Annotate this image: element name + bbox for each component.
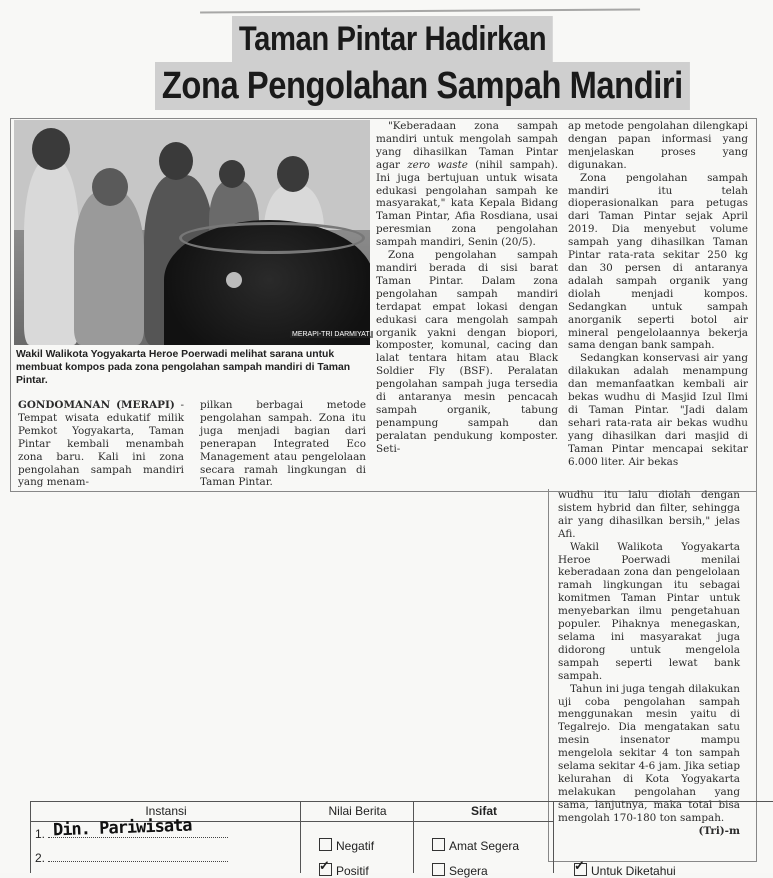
composter-drum-hole [226,272,242,288]
article-column-3 [376,120,558,456]
article-paragraph: wudhu itu lalu diolah dengan sistem hybrid dan filter, sehingga air yang dihasilkan bersih," jelas Afi. [558,489,740,540]
sifat-cell [413,801,554,878]
dateline: GONDOMANAN (MERAPI) [18,399,175,411]
option-negatif[interactable]: Negatif [319,838,374,853]
checkbox-amat-segera[interactable] [432,838,445,851]
handwritten-instansi: Din. Pariwisata [52,815,192,841]
photo-person-head [92,168,128,206]
clipping-form [30,801,773,878]
checkbox-positif[interactable] [319,863,332,876]
article-paragraph: GONDOMANAN (MERAPI) - Tempat wisata edukatif milik Pemkot Yogyakarta, Taman Pintar kembali menambah zona baru. Kali ini zona pengolahan sampah mandiri yang menam- [18,399,184,489]
article-paragraph: Zona pengolahan sampah mandiri itu telah dioperasionalkan para petugas dari Taman Pintar sejak April 2019. Dia menyebut volume sampah yang dihasilkan Taman Pintar rata-rata sekitar 250 kg dan 30 persen di antaranya adalah sampah organik yang diolah menjadi kompos. Sedangkan untuk sampah anorganik seperti botol air mineral pengelolaannya bekerja sama dengan bank sampah. [568,171,748,352]
instansi-cell [30,801,301,873]
instansi-header: Instansi [31,801,301,822]
article-paragraph: "Keberadaan zona sampah mandiri untuk mengolah sampah yang dihasilkan Taman Pintar agar zero waste (nihil sampah). Ini juga bertujuan untuk wisata edukasi pengolahan sampah ke masyarakat," kata Kepala Bidang Taman Pintar, Afia Rosdiana, usai peresmian zona pengolahan sampah mandiri, Senin (20/5). [376,120,558,249]
photo-person-head [277,156,309,192]
article-column-5 [558,489,740,837]
top-pen-marks [200,0,640,14]
option-amat-segera[interactable]: Amat Segera [432,838,519,853]
instansi-line-2[interactable] [48,851,228,862]
article-column-4 [568,120,748,468]
photo-person-head [32,128,70,170]
option-positif[interactable]: ✓Positif [319,863,369,878]
author-signoff: (Tri)-m [698,824,740,837]
article-paragraph: ap metode pengolahan dilengkapi dengan papan informasi yang menjelaskan proses yang digunakan. [568,120,748,171]
photo-person-head [159,142,193,180]
checkbox-negatif[interactable] [319,838,332,851]
nilai-berita-header: Nilai Berita [301,801,414,822]
photo-person [74,190,144,345]
article-paragraph: Zona pengolahan sampah mandiri berada di sisi barat Taman Pintar. Dalam zona pengolahan sampah mandiri terdapat empat lokasi dengan edukasi cara mengolah sampah organik yakni dengan biopori, komposter, komunal, cacing dan lalat tentara hitam atau Black Soldier Fly (BSF). Peralatan pengolahan sampah juga tersedia di antaranya mesin pencacah sampah organik, tabung penampung sampah dan peralatan pendukung komposter. Seti- [376,249,558,455]
instansi-row-1: 1. [35,827,228,841]
option-segera[interactable]: Segera [432,863,488,878]
article-paragraph: Wakil Walikota Yogyakarta Heroe Poerwadi menilai keberadaan zona dan pengelolaan ramah lingkungan itu sebagai komitmen Taman Pintar untuk menyebarkan ilmu pengetahuan populer. Pihaknya menegaskan, selama ini masyarakat juga didorong untuk mengelola sampah seperti lewat bank sampah. [558,540,740,682]
nilai-berita-cell [300,801,414,878]
checkbox-untuk-diketahui[interactable] [574,863,587,876]
article-column-2 [200,399,366,489]
photo-credit: MERAPI-TRI DARMIYATI [292,331,372,338]
photo-caption: Wakil Walikota Yogyakarta Heroe Poerwadi melihat sarana untuk membuat kompos pada zona pengolahan sampah mandiri di Taman Pintar. [16,349,351,386]
photo-person-head [219,160,245,188]
disposisi-cell [553,801,773,878]
headline-line-1: Taman Pintar Hadirkan [232,16,553,62]
composter-drum-rim [179,222,365,254]
photo-person [24,160,79,345]
article-paragraph: Tahun ini juga tengah dilakukan uji coba pengolahan sampah menggunakan mesin yaitu di Tegalrejo. Dia mengatakan satu mesin insenator mampu mengelola sekitar 4 ton sampah selama sekitar 4-6 jam. Jika setiap kelurahan di Kota Yogyakarta melakukan pengolahan yang sama, lanjutnya, maka total bisa mengolah 170-180 ton sampah. (Tri)-m [558,682,740,837]
headline-line-2: Zona Pengolahan Sampah Mandiri [155,62,690,110]
article-paragraph: Sedangkan konservasi air yang dilakukan adalah menampung dan memanfaatkan kembali air bekas wudhu di Masjid Izul Ilmi di Taman Pintar. "Jadi dalam sehari rata-rata air bekas wudhu yang dihasilkan dari masjid di Taman Pintar mencapai sekitar 6.000 liter. Air bekas [568,352,748,468]
option-untuk-diketahui[interactable]: ✓ Untuk Diketahui [574,863,676,878]
checkbox-segera[interactable] [432,863,445,876]
article-paragraph: pilkan berbagai metode pengolahan sampah. Zona itu juga menjadi bagian dari penerapan Integrated Eco Management atau pengelolaan secara ramah lingkungan di Taman Pintar. [200,399,366,489]
article-column-1 [18,399,184,489]
sifat-header: Sifat [414,801,554,822]
instansi-row-2: 2. [35,851,228,865]
news-photo [14,120,370,345]
